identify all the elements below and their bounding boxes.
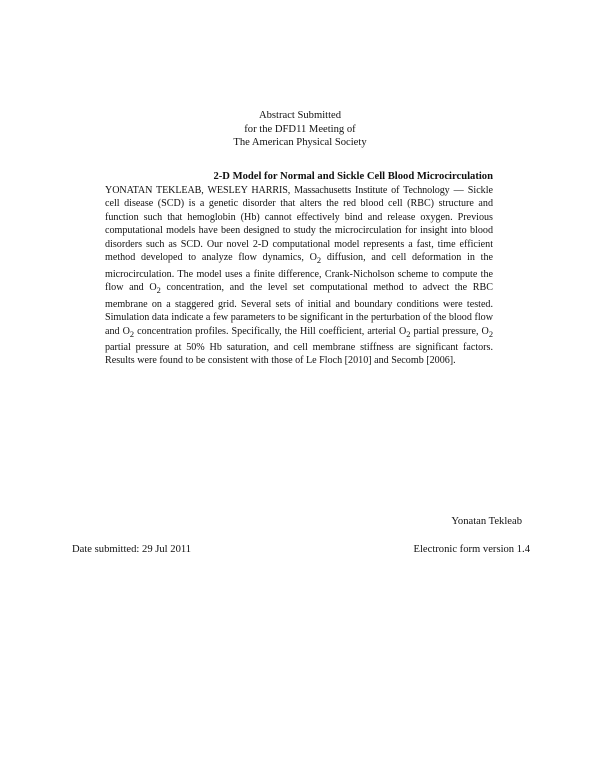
abstract-title: 2-D Model for Normal and Sickle Cell Blood Microcirculation [213, 171, 493, 182]
subscript-2: 2 [129, 329, 135, 339]
abstract-text-1: — Sickle cell disease (SCD) is a genetic disorder that alters the red blood cell (RBC) structure and function such that hemoglobin (Hb) cannot effectively bind and release oxygen. Previous computational models have been designed to study the microcirculation for insight into blood disorders such as SCD. Our novel 2-D computational model represents a fast, time efficient method developed to analyze flow dynamics, O [105, 185, 494, 264]
abstract-text-5: partial pressure, O [410, 325, 489, 337]
subscript-2: 2 [316, 256, 322, 266]
abstract-text-3: concentration, and the level set computational method to advect the RBC membrane on a staggered grid. Several sets of initial and boundary conditions were tested. Simulation data indicate a few parameters to be significant in the perturbation of the blood flow and O [105, 282, 493, 337]
abstract-text-4: concentration profiles. Specifically, the Hill coefficient, arterial O [134, 325, 407, 337]
author-line: YONATAN TEKLEAB, WESLEY HARRIS, Massachusetts Institute of Technology [105, 185, 450, 196]
abstract-text-2: diffusion, and cell deformation in the microcirculation. The model uses a finite difference, Crank-Nicholson scheme to compute the flow and O [105, 252, 493, 294]
header-line-3: The American Physical Society [233, 137, 367, 148]
subscript-2: 2 [156, 286, 161, 296]
abstract-text-6: partial pressure at 50% Hb saturation, and cell membrane stiffness are significant factors. Results were found to be consistent with those of Le Floch [2010] and Secomb [2006]. [105, 342, 493, 367]
header-line-1: Abstract Submitted [258, 110, 342, 121]
submission-header [0, 109, 600, 150]
form-version: Electronic form version 1.4 [413, 544, 530, 555]
header-line-2: for the DFD11 Meeting of [244, 123, 356, 135]
submitter-name: Yonatan Tekleab [451, 516, 522, 527]
subscript-2: 2 [406, 329, 411, 339]
date-submitted: Date submitted: 29 Jul 2011 [72, 544, 192, 555]
subscript-2: 2 [488, 329, 494, 339]
abstract-body [105, 184, 493, 368]
